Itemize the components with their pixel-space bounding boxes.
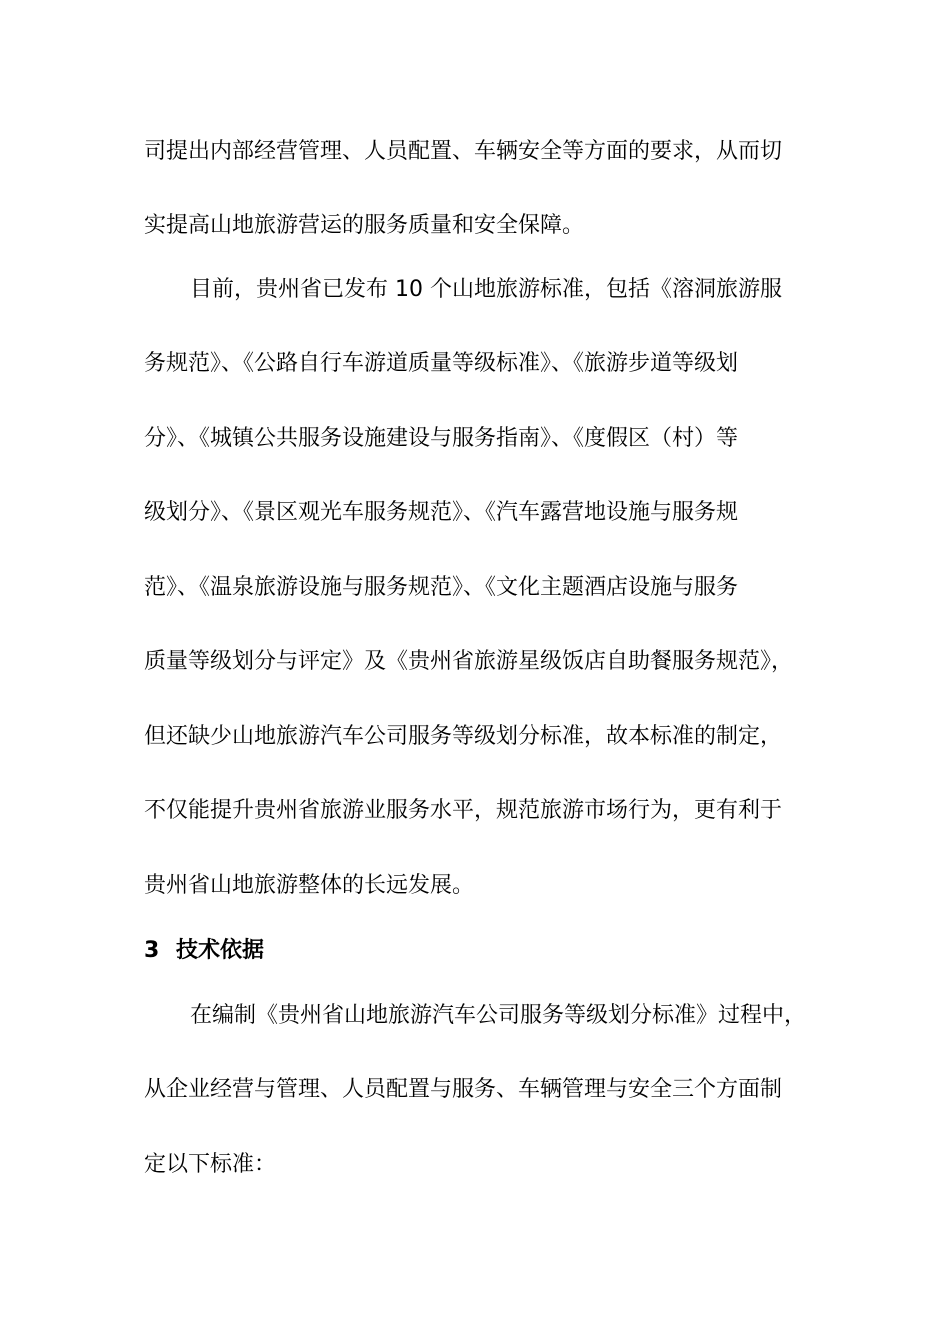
paragraph2-line-8: 不仅能提升贵州省旅游业服务水平，规范旅游市场行为，更有利于: [144, 798, 783, 823]
paragraph2-line-6: 质量等级划分与评定》及《贵州省旅游星级饭店自助餐服务规范》，: [144, 649, 794, 674]
section-heading: [144, 936, 824, 966]
paragraph2-line-5: 范》、《温泉旅游设施与服务规范》、《文化主题酒店设施与服务: [144, 575, 739, 600]
paragraph1-line-1: 司提出内部经营管理、人员配置、车辆安全等方面的要求，从而切: [144, 139, 783, 164]
section-title: 技术依据: [176, 938, 265, 963]
paragraph2-line-3: 分》、《城镇公共服务设施建设与服务指南》、《度假区（村）等: [144, 426, 739, 451]
section-number: 3: [144, 938, 160, 963]
paragraph1-line-2: 实提高山地旅游营运的服务质量和安全保障。: [144, 213, 585, 238]
paragraph2-line-2: 务规范》、《公路自行车游道质量等级标准》、《旅游步道等级划: [144, 351, 739, 376]
paragraph3-line-1: 在编制《贵州省山地旅游汽车公司服务等级划分标准》过程中，: [190, 1003, 807, 1028]
paragraph2-line-9: 贵州省山地旅游整体的长远发展。: [144, 873, 475, 898]
paragraph3-line-2: 从企业经营与管理、人员配置与服务、车辆管理与安全三个方面制: [144, 1077, 783, 1102]
paragraph3-line-3: 定以下标准：: [144, 1152, 277, 1177]
paragraph2-line-4: 级划分》、《景区观光车服务规范》、《汽车露营地设施与服务规: [144, 500, 739, 525]
paragraph2-line-7: 但还缺少山地旅游汽车公司服务等级划分标准，故本标准的制定，: [144, 724, 783, 749]
paragraph2-line-1: 目前，贵州省已发布 10 个山地旅游标准，包括《溶洞旅游服: [190, 277, 782, 302]
